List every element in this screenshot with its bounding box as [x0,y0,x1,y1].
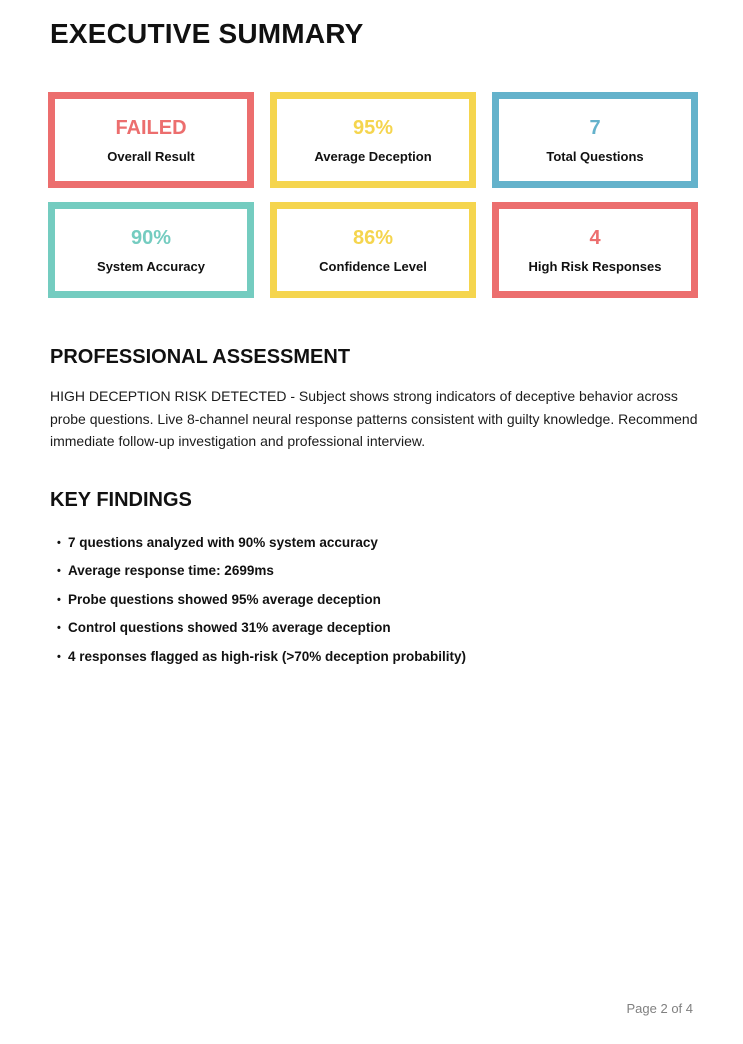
finding-item: • 7 questions analyzed with 90% system accuracy [68,529,700,558]
key-findings-list [50,529,700,672]
finding-item: • Average response time: 2699ms [68,557,700,586]
stat-label: High Risk Responses [528,258,662,274]
stat-value: 4 [589,226,601,249]
stat-label: Total Questions [546,148,644,164]
stat-card-confidence-level [270,202,476,298]
assessment-body-text: HIGH DECEPTION RISK DETECTED - Subject shows strong indicators of deceptive behavior across probe questions. Live 8-channel neural response patterns consistent with guilty knowledge. Recommend immediate follow-up investigation and professional interview. [50,388,698,449]
stat-label: Average Deception [314,148,432,164]
stat-value: 95% [352,116,394,139]
finding-item: • 4 responses flagged as high-risk (>70% deception probability) [68,643,700,672]
stat-card-high-risk-responses [492,202,698,298]
finding-item: • Probe questions showed 95% average deception [68,586,700,615]
stat-value: 7 [589,116,601,139]
stat-card-overall-result [48,92,254,188]
stat-card-average-deception [270,92,476,188]
section-heading-key-findings: KEY FINDINGS [50,488,192,511]
stat-label: Confidence Level [319,258,427,274]
stat-label: System Accuracy [97,258,205,274]
stat-cards-grid [48,92,698,298]
stat-value: 86% [352,226,394,249]
finding-item: • Control questions showed 31% average deception [68,614,700,643]
page-number: Page 2 of 4 [626,1001,693,1016]
stat-value: 90% [130,226,172,249]
stat-label: Overall Result [107,148,195,164]
page-title: EXECUTIVE SUMMARY [50,18,364,49]
section-heading-professional-assessment: PROFESSIONAL ASSESSMENT [50,346,351,368]
stat-value: FAILED [115,116,187,139]
stat-card-total-questions [492,92,698,188]
stat-card-system-accuracy [48,202,254,298]
